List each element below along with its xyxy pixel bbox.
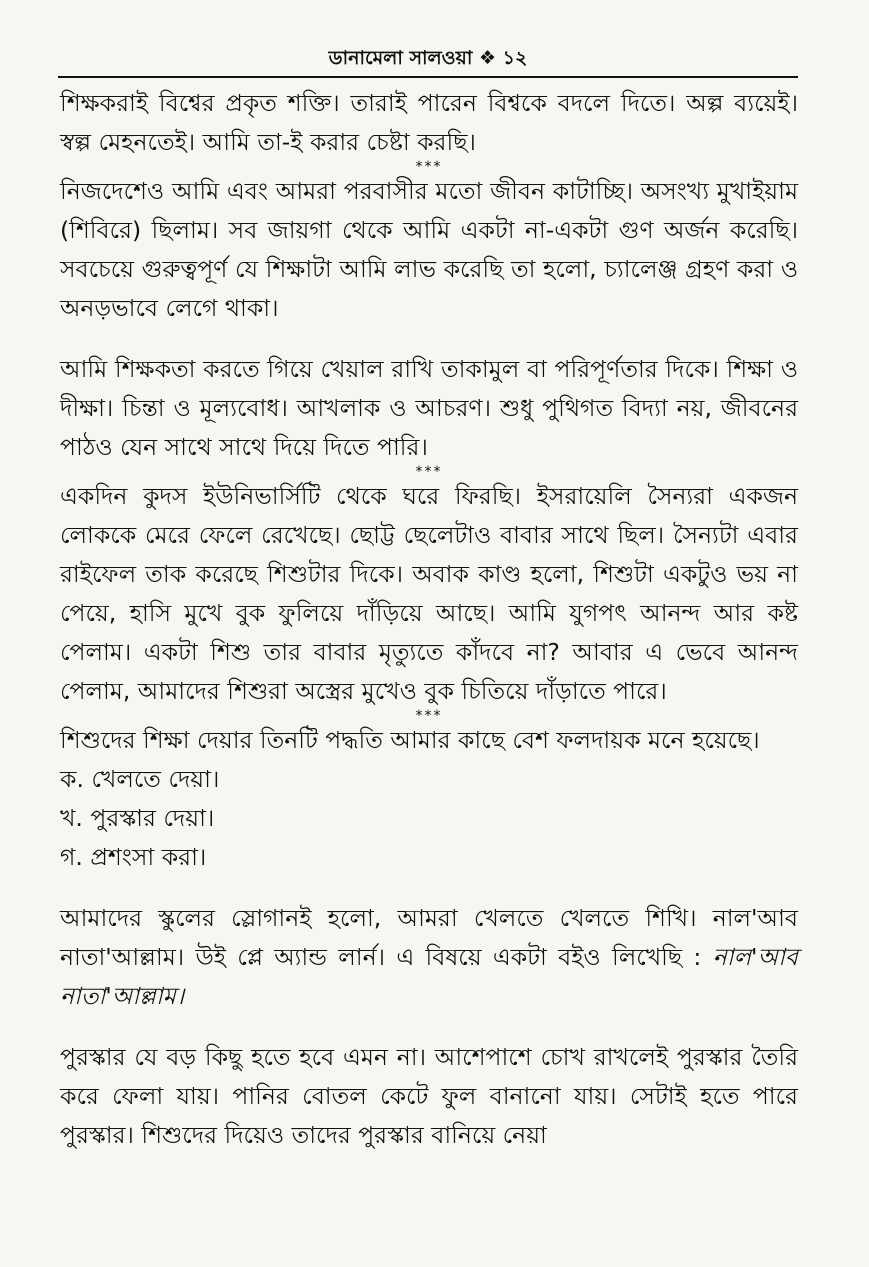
running-header: ডানামেলা সালওয়া ❖ ১২	[328, 47, 528, 69]
paragraph-teaching-completeness: আমি শিক্ষকতা করতে গিয়ে খেয়াল রাখি তাকামুল বা পরিপূর্ণতার দিকে। শিক্ষা ও দীক্ষা। চিন্তা ও মূল্যবোধ। আখলাক ও আচরণ। শুধু পুথিগত বিদ্যা নয়, জীবনের পাঠও যেন সাথে সাথে দিয়ে দিতে পারি।	[60, 355, 798, 461]
paragraph-rewards: পুরস্কার যে বড় কিছু হতে হবে এমন না। আশেপাশে চোখ রাখলেই পুরস্কার তৈরি করে ফেলা যায়। পানির বোতল কেটে ফুল বানানো যায়। সেটাই হতে পারে পুরস্কার। শিশুদের দিয়েও তাদের পুরস্কার বানিয়ে নেয়া	[60, 1043, 798, 1149]
header-rule	[58, 76, 798, 78]
paragraph-school-slogan	[60, 899, 798, 1016]
section-separator: ***	[415, 464, 443, 480]
list-item: খ. পুরস্কার দেয়া।	[60, 804, 215, 832]
page-body	[60, 84, 798, 1155]
list-item: ক. খেলতে দেয়া।	[60, 765, 220, 793]
paragraph-three-methods: শিশুদের শিক্ষা দেয়ার তিনটি পদ্ধতি আমার কাছে বেশ ফলদায়ক মনে হয়েছে।	[60, 726, 760, 754]
section-separator: ***	[415, 708, 443, 724]
list-item: গ. প্রশংসা করা।	[60, 843, 207, 871]
paragraph-teachers-power: শিক্ষকরাই বিশ্বের প্রকৃত শক্তি। তারাই পারেন বিশ্বকে বদলে দিতে। অল্প ব্যয়েই। স্বল্প মেহনতেই। আমি তা-ই করার চেষ্টা করছি।	[60, 89, 798, 156]
slogan-text: আমাদের স্কুলের স্লোগানই হলো, আমরা খেলতে খেলতে শিখি। নাল'আব নাতা'আল্লাম। উই প্লে অ্যান্ড লার্ন। এ বিষয়ে একটা বইও লিখেছি :	[60, 904, 798, 971]
paragraph-quds-story: একদিন কুদস ইউনিভার্সিটি থেকে ঘরে ফিরছি। ইসরায়েলি সৈন্যরা একজন লোককে মেরে ফেলে রেখেছে। ছোট্ট ছেলেটাও বাবার সাথে ছিল। সৈন্যটা এবার রাইফেল তাক করেছে শিশুটার দিকে। অবাক কাণ্ড হলো, শিশুটা একটুও ভয় না পেয়ে, হাসি মুখে বুক ফুলিয়ে দাঁড়িয়ে আছে। আমি যুগপৎ আনন্দ আর কষ্ট পেলাম। একটা শিশু তার বাবার মৃত্যুতে কাঁদবে না? আবার এ ভেবে আনন্দ পেলাম, আমাদের শিশুরা অস্ত্রের মুখেও বুক চিতিয়ে দাঁড়াতে পারে।	[60, 482, 798, 705]
book-title: নাল'আব নাতা'আল্লাম।	[60, 943, 798, 1010]
section-separator: ***	[415, 159, 443, 175]
paragraph-refugee-life: নিজদেশেও আমি এবং আমরা পরবাসীর মতো জীবন কাটাচ্ছি। অসংখ্য মুখাইয়াম (শিবিরে) ছিলাম। সব জায়গা থেকে আমি একটা না-একটা গুণ অর্জন করেছি। সবচেয়ে গুরুত্বপূর্ণ যে শিক্ষাটা আমি লাভ করেছি তা হলো, চ্যালেঞ্জ গ্রহণ করা ও অনড়ভাবে লেগে থাকা।	[60, 177, 798, 322]
